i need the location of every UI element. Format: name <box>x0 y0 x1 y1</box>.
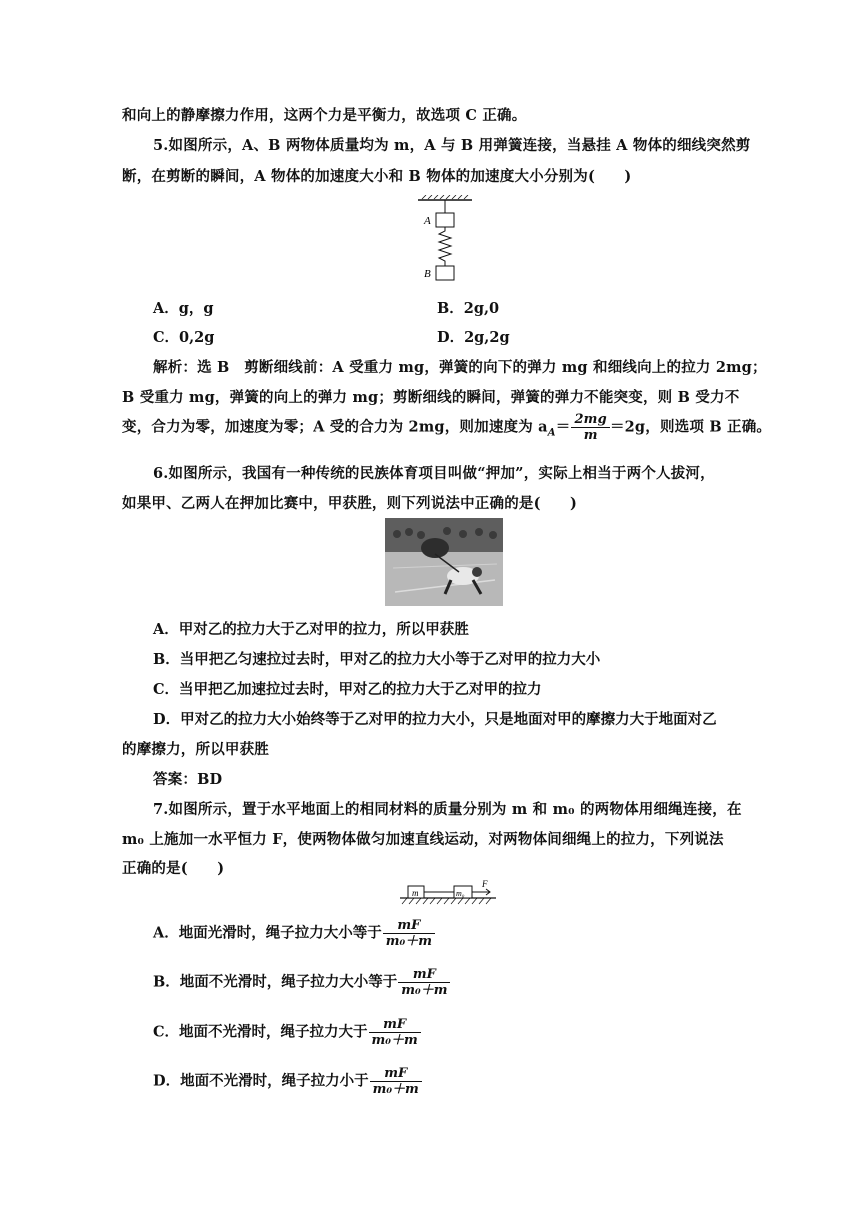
fraction-numerator: mF <box>383 918 435 934</box>
fraction-numerator: mF <box>398 967 450 983</box>
equals: ＝ <box>555 418 571 436</box>
solution-text-end: ＝2g，则选项 B 正确。 <box>609 418 772 436</box>
q7-option-a[interactable] <box>153 918 435 949</box>
q6-option-a[interactable]: A．甲对乙的拉力大于乙对甲的拉力，所以甲获胜 <box>153 621 469 638</box>
question-7-line3: 正确的是( ) <box>122 860 225 877</box>
fraction-denominator: m₀＋m <box>371 1033 418 1048</box>
blocks-figure <box>398 878 498 906</box>
question-7-line2: m₀ 上施加一水平恒力 F，使两物体做匀加速直线运动，对两物体间细绳上的拉力，下列说法 <box>122 831 724 848</box>
question-5-line1: 5.如图所示，A、B 两物体质量均为 m，A 与 B 用弹簧连接，当悬挂 A 物体的细线突然剪 <box>153 137 751 154</box>
fraction <box>383 918 435 949</box>
q7-option-c[interactable] <box>153 1017 421 1048</box>
fraction-denominator: m <box>583 428 598 443</box>
q5-option-a[interactable]: A．g，g <box>153 300 214 317</box>
label-m: m <box>412 888 419 898</box>
fraction-denominator: m₀＋m <box>401 983 448 998</box>
q7-option-d[interactable] <box>153 1066 422 1097</box>
question-6-line1: 6.如图所示，我国有一种传统的民族体育项目叫做“押加”，实际上相当于两个人拔河， <box>153 465 715 482</box>
question-5-line2: 断，在剪断的瞬间，A 物体的加速度大小和 B 物体的加速度大小分别为( ) <box>122 168 632 185</box>
q5-option-d[interactable]: D．2g,2g <box>437 329 510 346</box>
spring-figure <box>412 195 476 285</box>
tug-of-war-photo <box>385 518 503 606</box>
fraction-numerator: mF <box>370 1066 422 1082</box>
q7-option-d-text: D．地面不光滑时，绳子拉力小于 <box>153 1072 369 1090</box>
q5-option-b[interactable]: B．2g,0 <box>437 300 500 317</box>
solution-text: 变，合力为零，加速度为零；A 受的合力为 2mg，则加速度为 a <box>122 418 548 436</box>
solution-5-line2: B 受重力 mg，弹簧的向上的弹力 mg；剪断细线的瞬间，弹簧的弹力不能突变，则 B 受力不 <box>122 389 740 406</box>
subscript: A <box>547 427 556 439</box>
fraction <box>370 1066 422 1097</box>
fraction-denominator: m₀＋m <box>372 1082 419 1097</box>
q6-option-c[interactable]: C．当甲把乙加速拉过去时，甲对乙的拉力大于乙对甲的拉力 <box>153 681 542 698</box>
solution-5-line3 <box>122 412 771 443</box>
label-B: B <box>424 268 431 280</box>
q7-option-b[interactable] <box>153 967 450 998</box>
label-A: A <box>424 215 431 227</box>
question-7-line1: 7.如图所示，置于水平地面上的相同材料的质量分别为 m 和 m₀ 的两物体用细绳连接，在 <box>153 801 742 818</box>
label-F: F <box>482 879 488 889</box>
fraction <box>369 1017 421 1048</box>
q6-option-d[interactable]: D．甲对乙的拉力大小始终等于乙对甲的拉力大小，只是地面对甲的摩擦力大于地面对乙 <box>153 711 717 728</box>
solution-5-line1: 解析：选 B 剪断细线前：A 受重力 mg，弹簧的向下的弹力 mg 和细线向上的拉力 2mg； <box>153 359 767 376</box>
fraction-numerator: mF <box>369 1017 421 1033</box>
fraction-denominator: m₀＋m <box>385 934 432 949</box>
question-6-line2: 如果甲、乙两人在押加比赛中，甲获胜，则下列说法中正确的是( ) <box>122 495 578 512</box>
fraction <box>571 412 610 443</box>
fraction <box>398 967 450 998</box>
label-m0: m₀ <box>456 889 465 898</box>
text-line: 和向上的静摩擦力作用，这两个力是平衡力，故选项 C 正确。 <box>122 107 527 124</box>
q6-option-b[interactable]: B．当甲把乙匀速拉过去时，甲对乙的拉力大小等于乙对甲的拉力大小 <box>153 651 601 668</box>
fraction-numerator: 2mg <box>571 412 610 428</box>
q7-option-a-text: A．地面光滑时，绳子拉力大小等于 <box>153 924 382 942</box>
q7-option-c-text: C．地面不光滑时，绳子拉力大于 <box>153 1023 368 1041</box>
q5-option-c[interactable]: C．0,2g <box>153 329 215 346</box>
q7-option-b-text: B．地面不光滑时，绳子拉力大小等于 <box>153 973 398 991</box>
q6-option-d-cont: 的摩擦力，所以甲获胜 <box>122 741 269 758</box>
answer-6: 答案：BD <box>153 771 223 788</box>
